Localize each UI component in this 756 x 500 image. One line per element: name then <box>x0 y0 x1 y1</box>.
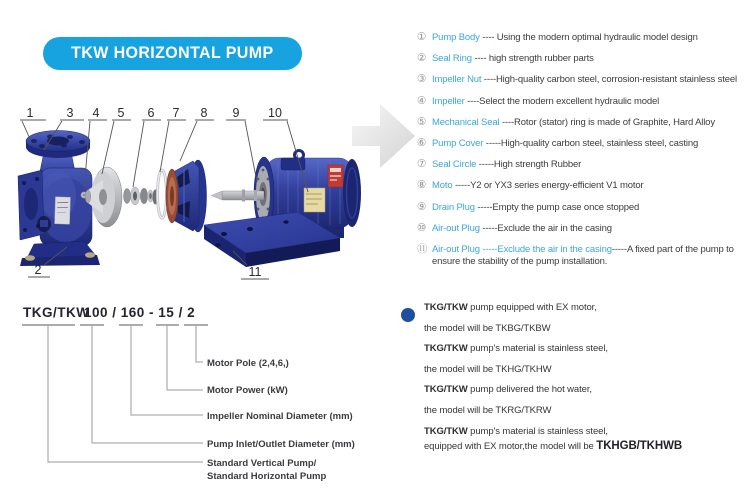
part-number-badge: ⑥ <box>417 136 427 149</box>
right-block-arrow-icon <box>352 104 415 168</box>
part-item-1 <box>417 32 755 44</box>
part-description: ----Rotor (stator) ring is made of Graphite, Hard Alloy <box>499 116 715 128</box>
note-line-8: equipped with EX motor,the model will be TKHGB/TKHWB <box>424 439 683 452</box>
part-description: -----High-quality carbon steel, stainless steel, casting <box>483 137 699 149</box>
seal-circle-illustration <box>158 170 167 218</box>
model-number-code: 100 / 160 - 15 / 2 <box>84 305 196 320</box>
bullet-circle-icon <box>401 308 415 322</box>
part-item-8 <box>417 180 755 192</box>
red-label <box>328 165 343 187</box>
callout-3: 3 <box>66 106 74 120</box>
part-number-badge: ⑦ <box>417 158 427 171</box>
note-line-6: the model will be TKRG/TKRW <box>424 404 552 416</box>
model-series-code: TKG/TKW <box>23 305 90 320</box>
part-number-badge: ② <box>417 52 427 65</box>
part-description: ---- Using the modern optimal hydraulic model design <box>479 32 698 43</box>
part-number-badge: ⑧ <box>417 179 427 192</box>
part-name: Air-out Plug <box>432 222 480 234</box>
part-name: Drain Plug <box>432 201 475 213</box>
part-item-7 <box>417 159 755 171</box>
note-line-5: TKG/TKW pump delivered the hot water, <box>424 384 592 396</box>
part-description: -----High strength Rubber <box>476 159 582 171</box>
part-number-badge: ① <box>417 31 427 43</box>
callout-7: 7 <box>172 106 180 120</box>
part-number-badge: ⑨ <box>417 200 427 213</box>
part-item-6 <box>417 138 755 150</box>
exploded-pump-diagram <box>0 95 420 300</box>
part-description: -----A fixed part of the pump to ensure the stability of the pump installation. <box>432 243 734 267</box>
page-title: TKW HORIZONTAL PUMP <box>71 44 274 62</box>
mechanical-seal-illustration <box>124 187 159 205</box>
label-impeller-diameter: Impeller Nominal Diameter (mm) <box>207 411 353 422</box>
callout-10: 10 <box>268 106 282 120</box>
part-item-11 <box>417 244 755 268</box>
label-standard-pump-line2: Standard Horizontal Pump <box>207 471 327 482</box>
callout-5: 5 <box>117 106 125 120</box>
label-motor-power: Motor Power (kW) <box>207 385 288 396</box>
callout-1: 1 <box>26 106 34 120</box>
callout-2: 2 <box>34 263 42 277</box>
part-item-10 <box>417 223 755 235</box>
callout-8: 8 <box>200 106 208 120</box>
note-line-1: TKG/TKW pump equipped with EX motor, <box>424 302 597 313</box>
note-line-7: TKG/TKW pump's material is stainless steel, <box>424 425 608 437</box>
breakdown-connectors <box>48 325 203 462</box>
part-name: Seal Circle <box>432 159 477 171</box>
part-name: Mechanical Seal <box>432 116 500 128</box>
note-line-3: TKG/TKW pump's material is stainless steel, <box>424 343 608 355</box>
part-name: Seal Ring <box>432 53 472 65</box>
callout-4: 4 <box>92 106 100 120</box>
parts-list <box>417 32 755 277</box>
part-description: ----High-quality carbon steel, corrosion-resistant stainless steel <box>481 74 737 86</box>
motor-shaft <box>211 190 264 202</box>
part-number-badge: ⑩ <box>417 221 427 234</box>
part-description: -----Empty the pump case once stopped <box>474 201 640 213</box>
note-line-4: the model will be TKHG/TKHW <box>424 363 552 375</box>
part-description: -----Exclude the air in the casing <box>479 222 612 234</box>
part-item-4 <box>417 96 755 108</box>
model-variant-notes <box>398 301 753 460</box>
part-description: ---- high strength rubber parts <box>471 53 594 65</box>
part-name: Moto <box>432 180 453 192</box>
model-number-breakdown <box>0 295 380 495</box>
part-item-2 <box>417 53 755 65</box>
part-name: Impeller <box>432 95 465 107</box>
label-sticker <box>55 197 71 225</box>
part-name: Impeller Nut <box>432 74 482 86</box>
label-inlet-outlet-diameter: Pump Inlet/Outlet Diameter (mm) <box>207 439 355 450</box>
title-banner <box>43 37 302 70</box>
part-name: Pump Body <box>432 32 480 43</box>
note-line-2: the model will be TKBG/TKBW <box>424 322 551 334</box>
callout-6: 6 <box>147 106 155 120</box>
part-item-5 <box>417 117 755 129</box>
part-number-badge: ⑪ <box>417 242 428 255</box>
part-name: Pump Cover <box>432 137 484 149</box>
part-number-badge: ③ <box>417 73 427 86</box>
pump-cover-illustration <box>166 160 207 232</box>
nameplate <box>304 188 325 212</box>
callout-11: 11 <box>248 265 262 279</box>
callout-9: 9 <box>232 106 240 120</box>
part-item-9 <box>417 202 755 214</box>
part-description: ----Select the modern excellent hydraulic model <box>464 95 660 107</box>
label-motor-pole: Motor Pole (2,4,6,) <box>207 358 289 369</box>
part-item-3 <box>417 74 755 86</box>
part-name: Air-out Plug -----Exclude the air in the casing <box>432 243 612 255</box>
label-standard-pump-line1: Standard Vertical Pump/ <box>207 458 317 469</box>
part-description: -----Y2 or YX3 series energy-efficient V1 motor <box>452 180 644 192</box>
part-number-badge: ④ <box>417 94 427 107</box>
part-number-badge: ⑤ <box>417 115 427 128</box>
